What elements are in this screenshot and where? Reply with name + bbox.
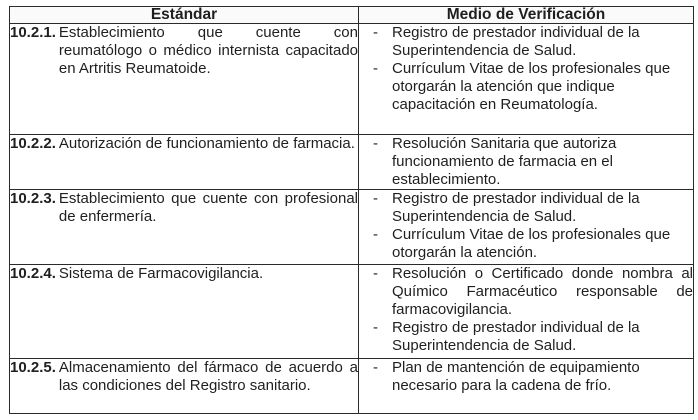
verification-text: Currículum Vitae de los profesionales que otorgarán la atención que indique capacitación en Reumatología. [392, 60, 671, 113]
header-verification: Medio de Verificación [359, 7, 694, 24]
standard-code: 10.2.2. [10, 135, 56, 152]
dash-marker: - [373, 24, 378, 41]
standard-text: Autorización de funcionamiento de farmacia. [58, 135, 355, 152]
table-row [10, 24, 694, 135]
table-row [10, 265, 694, 359]
standard-cell [10, 359, 359, 414]
dash-marker: - [373, 226, 378, 243]
standard-code: 10.2.3. [10, 190, 56, 207]
list-item [359, 359, 693, 395]
dash-marker: - [373, 190, 378, 207]
standard-cell [10, 265, 359, 359]
list-item [359, 226, 693, 262]
dash-marker: - [373, 60, 378, 77]
standard-code: 10.2.1. [10, 24, 56, 41]
header-standard: Estándar [10, 7, 359, 24]
standard-text: Sistema de Farmacovigilancia. [58, 265, 264, 282]
table-row [10, 190, 694, 265]
verification-text: Registro de prestador individual de la Superintendencia de Salud. [392, 190, 640, 225]
standard-text: Establecimiento que cuente con reumatólogo o médico internista capacitado en Artritis Reumatoide. [58, 24, 358, 77]
list-item [359, 135, 693, 189]
verification-cell [359, 359, 694, 414]
verification-list [359, 135, 693, 189]
table-row [10, 359, 694, 414]
verification-cell [359, 190, 694, 265]
header-row [10, 7, 694, 24]
table-row [10, 135, 694, 190]
verification-text: Registro de prestador individual de la Superintendencia de Salud. [392, 24, 640, 59]
standard-code: 10.2.5. [10, 359, 56, 376]
verification-text: Currículum Vitae de los profesionales que otorgarán la atención. [392, 226, 671, 261]
verification-cell [359, 265, 694, 359]
verification-list [359, 265, 693, 355]
standard-code: 10.2.4. [10, 265, 56, 282]
verification-cell [359, 135, 694, 190]
list-item [359, 190, 693, 226]
list-item [359, 60, 693, 114]
verification-text: Resolución Sanitaria que autoriza funcionamiento de farmacia en el establecimiento. [392, 135, 617, 188]
standard-cell [10, 190, 359, 265]
standard-cell [10, 135, 359, 190]
dash-marker: - [373, 359, 378, 376]
list-item [359, 24, 693, 60]
standards-table [9, 6, 694, 414]
list-item [359, 265, 693, 319]
dash-marker: - [373, 319, 378, 336]
dash-marker: - [373, 265, 378, 282]
dash-marker: - [373, 135, 378, 152]
verification-text: Plan de mantención de equipamiento necesario para la cadena de frío. [392, 359, 640, 394]
standard-text: Establecimiento que cuente con profesional de enfermería. [58, 190, 358, 225]
verification-list [359, 190, 693, 262]
verification-list [359, 24, 693, 114]
standard-cell [10, 24, 359, 135]
verification-list [359, 359, 693, 395]
standard-text: Almacenamiento del fármaco de acuerdo a las condiciones del Registro sanitario. [58, 359, 358, 394]
list-item [359, 319, 693, 355]
verification-text: Resolución o Certificado donde nombra al Químico Farmacéutico responsable de farmacovigilancia. [392, 265, 693, 318]
verification-cell [359, 24, 694, 135]
verification-text: Registro de prestador individual de la Superintendencia de Salud. [392, 319, 640, 354]
